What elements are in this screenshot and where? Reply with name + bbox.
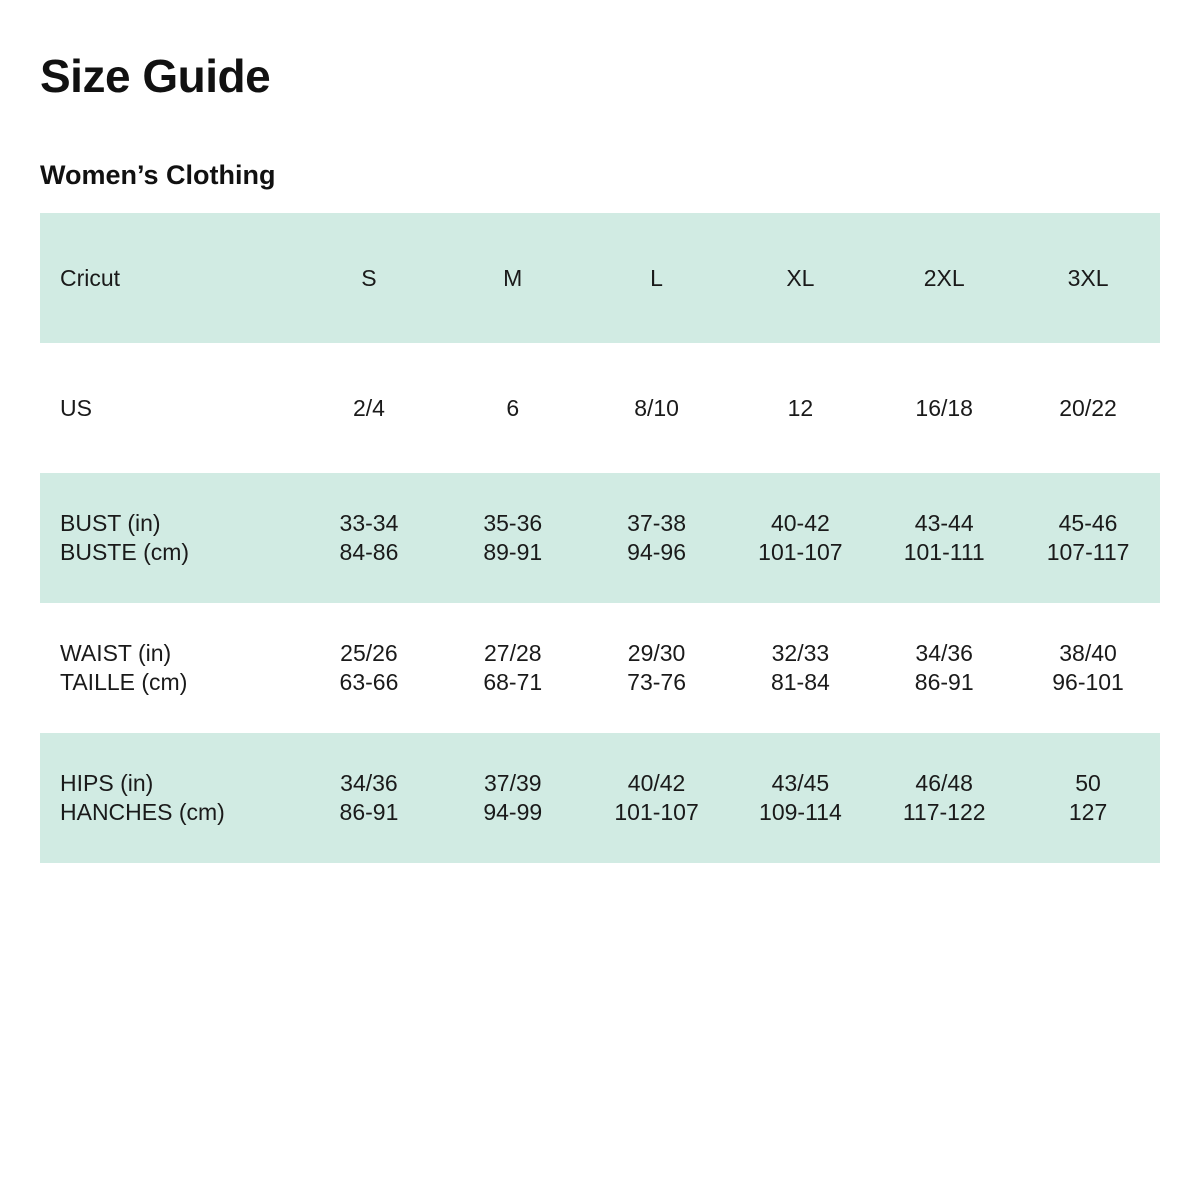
table-cell bbox=[1016, 213, 1160, 343]
table-row-us bbox=[40, 343, 1160, 473]
cell-value: 8/10 bbox=[634, 394, 679, 421]
cell-value: 20/22 bbox=[1059, 394, 1117, 421]
cell-value: 109-114 bbox=[759, 799, 842, 825]
cell-value: 37-38 bbox=[627, 510, 686, 536]
table-cell bbox=[728, 473, 872, 603]
row-label-line: WAIST (in) bbox=[60, 640, 172, 666]
cell-value: 86-91 bbox=[339, 799, 399, 825]
row-label-line: BUST (in) bbox=[60, 510, 161, 536]
cell-value: 12 bbox=[787, 394, 814, 421]
cell-value: 117-122 bbox=[902, 799, 986, 825]
table-row-waist bbox=[40, 603, 1160, 733]
cell-value: 86-91 bbox=[914, 669, 974, 695]
cell-value: S bbox=[361, 264, 377, 291]
cell-value: 40-42 bbox=[770, 510, 830, 536]
section-title: Women’s Clothing bbox=[40, 160, 276, 190]
cell-value: 127 bbox=[1068, 799, 1108, 825]
table-cell bbox=[297, 733, 441, 863]
table-cell bbox=[297, 213, 441, 343]
table-row-cricut bbox=[40, 213, 1160, 343]
cell-value: 38/40 bbox=[1059, 640, 1117, 666]
cell-value: 29/30 bbox=[627, 640, 686, 666]
table-cell bbox=[872, 213, 1016, 343]
cell-value: 94-96 bbox=[627, 539, 686, 565]
table-cell bbox=[441, 603, 585, 733]
table-cell bbox=[441, 733, 585, 863]
table-cell bbox=[585, 473, 729, 603]
row-label-line: BUSTE (cm) bbox=[60, 539, 190, 565]
cell-value: 2/4 bbox=[352, 394, 385, 421]
cell-value: 68-71 bbox=[483, 669, 543, 695]
table-cell bbox=[585, 213, 729, 343]
table-cell bbox=[728, 603, 872, 733]
row-label-line: HANCHES (cm) bbox=[60, 799, 225, 825]
cell-value: 101-107 bbox=[758, 539, 843, 565]
cell-value: 34/36 bbox=[340, 770, 398, 796]
row-label-line: HIPS (in) bbox=[60, 770, 154, 796]
cell-value: 40/42 bbox=[627, 770, 686, 796]
cell-value: 32/33 bbox=[771, 640, 830, 666]
row-label bbox=[40, 733, 297, 863]
cell-value: 63-66 bbox=[339, 669, 399, 695]
table-cell bbox=[872, 733, 1016, 863]
row-label-line: TAILLE (cm) bbox=[60, 669, 188, 695]
cell-value: 101-107 bbox=[614, 799, 699, 825]
cell-value: 16/18 bbox=[915, 394, 973, 421]
table-cell bbox=[1016, 603, 1160, 733]
cell-value: 34/36 bbox=[915, 640, 973, 666]
table-cell bbox=[872, 473, 1016, 603]
cell-value: 33-34 bbox=[339, 510, 399, 536]
table-cell bbox=[728, 733, 872, 863]
cell-value: 25/26 bbox=[340, 640, 398, 666]
cell-value: 43-44 bbox=[914, 510, 974, 536]
table-cell bbox=[1016, 343, 1160, 473]
table-cell bbox=[728, 343, 872, 473]
row-label bbox=[40, 343, 297, 473]
cell-value: 45-46 bbox=[1058, 510, 1118, 536]
row-label bbox=[40, 603, 297, 733]
table-cell bbox=[728, 213, 872, 343]
cell-value: 6 bbox=[506, 394, 520, 421]
cell-value: M bbox=[503, 264, 523, 291]
cell-value: 73-76 bbox=[627, 669, 686, 695]
cell-value: L bbox=[650, 264, 663, 291]
cell-value: 3XL bbox=[1067, 264, 1109, 291]
cell-value: 27/28 bbox=[483, 640, 542, 666]
table-cell bbox=[872, 343, 1016, 473]
row-label-line: Cricut bbox=[60, 264, 121, 291]
table-cell bbox=[441, 343, 585, 473]
table-cell bbox=[585, 733, 729, 863]
cell-value: 81-84 bbox=[770, 669, 830, 695]
cell-value: 84-86 bbox=[339, 539, 399, 565]
table-cell bbox=[441, 213, 585, 343]
cell-value: 2XL bbox=[923, 264, 965, 291]
table-cell bbox=[585, 343, 729, 473]
row-label bbox=[40, 213, 297, 343]
cell-value: 50 bbox=[1075, 770, 1101, 796]
table-cell bbox=[1016, 733, 1160, 863]
cell-value: 96-101 bbox=[1052, 669, 1124, 695]
cell-value: 94-99 bbox=[483, 799, 543, 825]
cell-value: 35-36 bbox=[483, 510, 543, 536]
table-cell bbox=[297, 473, 441, 603]
row-label-line: US bbox=[60, 394, 92, 421]
cell-value: 37/39 bbox=[483, 770, 542, 796]
cell-value: 107-117 bbox=[1046, 539, 1130, 565]
cell-value: 101-111 bbox=[903, 539, 985, 565]
cell-value: XL bbox=[786, 264, 815, 291]
page-title: Size Guide bbox=[40, 50, 271, 102]
table-cell bbox=[297, 343, 441, 473]
cell-value: 89-91 bbox=[483, 539, 543, 565]
size-table bbox=[40, 213, 1160, 863]
cell-value: 46/48 bbox=[915, 770, 973, 796]
table-cell bbox=[441, 473, 585, 603]
table-row-hips bbox=[40, 733, 1160, 863]
table-cell bbox=[297, 603, 441, 733]
row-label bbox=[40, 473, 297, 603]
table-cell bbox=[585, 603, 729, 733]
table-row-bust bbox=[40, 473, 1160, 603]
cell-value: 43/45 bbox=[771, 770, 830, 796]
table-cell bbox=[872, 603, 1016, 733]
table-cell bbox=[1016, 473, 1160, 603]
